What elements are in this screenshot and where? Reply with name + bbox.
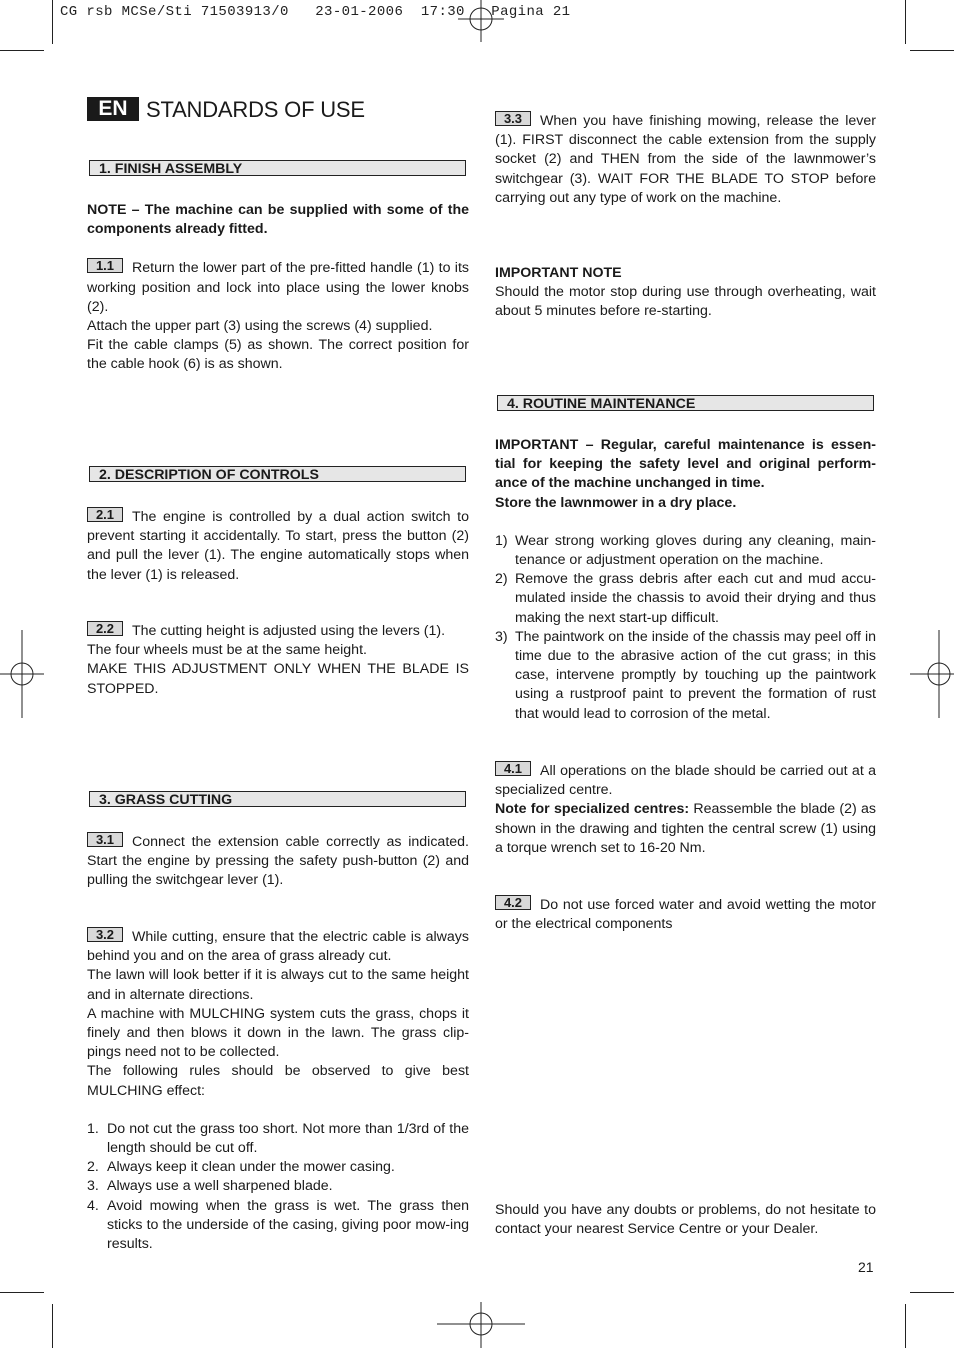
crop-mark bbox=[52, 0, 53, 44]
step-badge: 4.2 bbox=[495, 895, 531, 910]
registration-mark bbox=[437, 1302, 525, 1348]
list-item: 2. Always keep it clean under the mower casing. bbox=[87, 1159, 395, 1176]
language-badge: EN bbox=[87, 97, 139, 121]
paragraph bbox=[495, 895, 876, 934]
paragraph bbox=[87, 258, 469, 317]
paragraph-text: Do not use forced water and avoid wetting the motor or the electrical components bbox=[495, 897, 876, 933]
paragraph: MAKE THIS ADJUSTMENT ONLY WHEN THE BLADE IS STOPPED. bbox=[87, 661, 469, 697]
section-heading-maintenance: 4. ROUTINE MAINTENANCE bbox=[497, 395, 874, 411]
paragraph-text: The cutting height is adjusted using the levers (1). bbox=[132, 623, 446, 639]
maintenance-block-41 bbox=[495, 761, 876, 858]
paragraph: The following rules should be observed to give best MULCHING effect: bbox=[87, 1063, 469, 1099]
paragraph-text: Connect the extension cable correctly as indicated. Start the engine by pressing the safety push-button (2) and pulling the switchgear lever (1). bbox=[87, 834, 469, 889]
paragraph bbox=[495, 111, 876, 208]
step-badge: 4.1 bbox=[495, 761, 531, 776]
note-text: Reassemble the blade (2) as shown in the drawing and tighten the central screw (1) using a torque wrench set to 16-20 Nm. bbox=[495, 801, 876, 856]
crop-mark bbox=[910, 50, 954, 51]
crop-mark bbox=[910, 1292, 954, 1293]
important-note-block bbox=[495, 264, 876, 322]
step-badge: 2.1 bbox=[87, 507, 123, 522]
page-number: 21 bbox=[858, 1259, 874, 1275]
paragraph: Fit the cable clamps (5) as shown. The correct position for the cable hook (6) is as shown. bbox=[87, 337, 469, 373]
closing-block bbox=[495, 1201, 876, 1239]
print-header: CG rsb MCSe/Sti 71503913/0 23-01-2006 17:30 Pagina 21 bbox=[60, 4, 571, 20]
section-heading-grass-cutting: 3. GRASS CUTTING bbox=[89, 791, 466, 807]
grass-cutting-block-1 bbox=[87, 832, 469, 891]
controls-block-1 bbox=[87, 507, 469, 585]
paragraph-text: When you have finishing mowing, release the lever (1). FIRST disconnect the cable extension from the supply socket (2) and THEN from the side of the lawnmower’s switchgear (3). WAIT FOR THE BLADE TO STOP before carrying out any type of work on the machine. bbox=[495, 113, 876, 206]
step-badge: 3.2 bbox=[87, 927, 123, 942]
registration-mark bbox=[0, 630, 44, 718]
paragraph bbox=[495, 800, 876, 858]
list-item: 1. Do not cut the grass too short. Not more than 1/3rd of the length should be cut off. bbox=[87, 1120, 469, 1157]
step-badge: 3.1 bbox=[87, 832, 123, 847]
store-text: Store the lawnmower in a dry place. bbox=[495, 494, 737, 511]
controls-block-2 bbox=[87, 621, 469, 699]
note-text: NOTE – The machine can be supplied with some of the components already fitted. bbox=[87, 202, 469, 238]
paragraph bbox=[87, 927, 469, 966]
crop-mark bbox=[52, 1304, 53, 1348]
grass-cutting-block-2 bbox=[87, 927, 469, 1254]
paragraph: Should the motor stop during use through overheating, wait about 5 minutes before re-starting. bbox=[495, 284, 876, 320]
paragraph: Attach the upper part (3) using the screws (4) supplied. bbox=[87, 318, 433, 335]
important-text: IMPORTANT – Regular, careful maintenance is essen-tial for keeping the safety level and original perform-ance of the machine unchanged in time. bbox=[495, 437, 876, 492]
grass-cutting-block-3 bbox=[495, 111, 876, 208]
paragraph bbox=[87, 621, 469, 641]
list-item: 3) The paintwork on the inside of the chassis may peel off in time due to the abrasive action of the cut grass; in this case, intervene promptly by touching up the paintwork using a rustproof paint to prevent the formation of rust that would lead to corrosion of the metal. bbox=[495, 628, 876, 722]
paragraph: The four wheels must be at the same height. bbox=[87, 642, 367, 659]
paragraph: The lawn will look better if it is always cut to the same height and in alternate directions. bbox=[87, 967, 469, 1003]
crop-mark bbox=[0, 50, 44, 51]
closing-text: Should you have any doubts or problems, do not hesitate to contact your nearest Service Centre or your Dealer. bbox=[495, 1202, 876, 1238]
list-item: 1) Wear strong working gloves during any cleaning, main-tenance or adjustment operation on the machine. bbox=[495, 532, 876, 569]
crop-mark bbox=[905, 1304, 906, 1348]
paragraph bbox=[87, 832, 469, 891]
maintenance-block bbox=[495, 436, 876, 724]
maintenance-list bbox=[495, 532, 876, 724]
paragraph-text: All operations on the blade should be carried out at a specialized centre. bbox=[495, 763, 876, 799]
important-note-title: IMPORTANT NOTE bbox=[495, 265, 622, 281]
note-label: Note for specialized centres: bbox=[495, 801, 690, 818]
paragraph: A machine with MULCHING system cuts the grass, chops it finely and then blows it down in the lawn. The grass clip-pings need not to be collected. bbox=[87, 1005, 469, 1061]
crop-mark bbox=[905, 0, 906, 44]
list-item: 4. Avoid mowing when the grass is wet. The grass then sticks to the underside of the casing, giving poor mow-ing results. bbox=[87, 1197, 469, 1253]
mulching-rules-list bbox=[87, 1120, 469, 1254]
paragraph-text: The engine is controlled by a dual action switch to prevent starting it accidentally. To start, press the button (2) and pull the lever (1). The engine automatically stops when the lever (1) is released. bbox=[87, 509, 469, 583]
step-badge: 1.1 bbox=[87, 258, 123, 273]
crop-mark bbox=[0, 1292, 44, 1293]
registration-mark bbox=[910, 630, 954, 718]
paragraph-text: Return the lower part of the pre-fitted handle (1) to its working position and lock into place using the lower knobs (2). bbox=[87, 260, 469, 315]
list-item: 3. Always use a well sharpened blade. bbox=[87, 1178, 333, 1195]
list-item: 2) Remove the grass debris after each cut and mud accu-mulated inside the chassis to avoid their drying and thus making the next start-up difficult. bbox=[495, 571, 876, 626]
section-heading-finish-assembly: 1. FINISH ASSEMBLY bbox=[89, 160, 466, 176]
step-badge: 3.3 bbox=[495, 111, 531, 126]
page-title: STANDARDS OF USE bbox=[146, 97, 365, 122]
section-heading-controls: 2. DESCRIPTION OF CONTROLS bbox=[89, 466, 466, 482]
paragraph-text: While cutting, ensure that the electric cable is always behind you and on the area of grass already cut. bbox=[87, 929, 469, 965]
registration-mark bbox=[458, 0, 504, 42]
finish-assembly-block bbox=[87, 201, 469, 375]
paragraph bbox=[87, 507, 469, 585]
step-badge: 2.2 bbox=[87, 621, 123, 636]
maintenance-block-42 bbox=[495, 895, 876, 934]
paragraph bbox=[495, 761, 876, 800]
